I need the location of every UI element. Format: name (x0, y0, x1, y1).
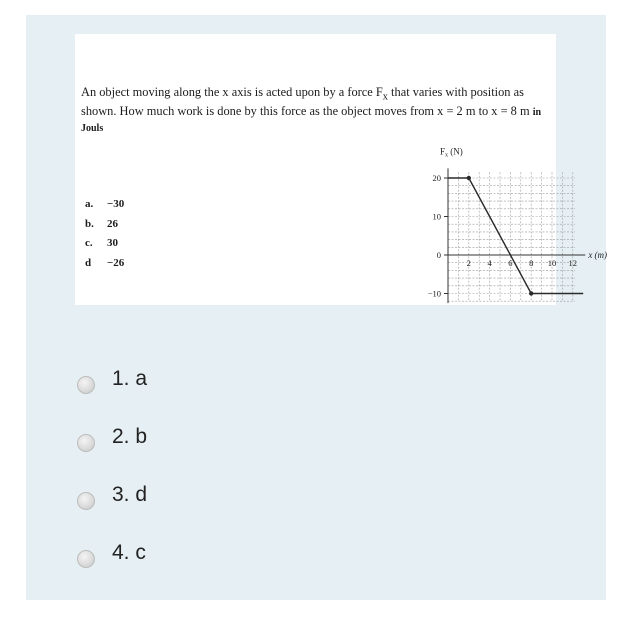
y-axis-label (440, 146, 463, 158)
radio-button[interactable] (77, 376, 95, 394)
x-tick-label: 4 (487, 258, 492, 268)
question-text-unit: in Jouls (81, 107, 542, 135)
series-line-fx (448, 178, 583, 294)
question-text-main: An object moving along the x axis is acted upon by a force F (81, 85, 383, 99)
x-tick-label: 12 (568, 258, 578, 268)
choice-letter: c. (85, 237, 93, 249)
question-text (81, 85, 551, 136)
choice-item (85, 215, 124, 235)
answer-option-label[interactable]: 4. c (112, 541, 146, 564)
question-card (75, 34, 608, 305)
choice-letter: d (85, 256, 92, 269)
radio-button[interactable] (77, 492, 95, 510)
data-point (467, 176, 471, 180)
answer-option-1[interactable] (76, 350, 147, 408)
y-tick-label: 10 (432, 211, 441, 222)
question-text-rest: that varies with position as shown. How much work is done by this force as the object moves from x = 2 m to x = 8 m (81, 85, 530, 119)
radio-button[interactable] (77, 434, 95, 452)
choice-item (85, 195, 124, 215)
answer-option-label[interactable]: 2. b (112, 425, 148, 448)
y-tick-label: −10 (427, 288, 441, 299)
y-axis-label-sub: x (445, 152, 449, 159)
choice-value: −30 (107, 198, 125, 210)
choice-item (85, 254, 124, 274)
answer-option-label[interactable]: 3. d (112, 483, 148, 506)
y-tick-label: 20 (432, 173, 441, 183)
x-tick-label: 8 (529, 258, 534, 268)
answer-option-2[interactable] (76, 408, 147, 466)
y-axis-label-unit: (N) (448, 146, 463, 157)
answer-option-4[interactable] (76, 524, 147, 582)
choice-value: 30 (107, 237, 118, 249)
choice-value: −26 (107, 256, 125, 269)
answer-option-3[interactable] (76, 466, 147, 524)
y-axis-label-main: F (440, 146, 446, 157)
data-point (529, 291, 533, 295)
choice-value: 26 (107, 217, 118, 230)
choice-letter: b. (85, 217, 94, 230)
x-tick-label: 2 (466, 258, 471, 268)
choice-item (85, 234, 124, 254)
answer-options (76, 350, 147, 582)
force-position-chart (337, 132, 608, 317)
x-tick-label: 10 (547, 258, 557, 268)
answer-choices (85, 195, 124, 273)
question-panel (26, 15, 606, 600)
x-tick-label: 6 (508, 258, 513, 268)
choice-letter: a. (85, 198, 94, 210)
y-tick-label: 0 (436, 250, 441, 260)
radio-button[interactable] (77, 550, 95, 568)
answer-option-label[interactable]: 1. a (112, 367, 148, 390)
question-text-subscript: x (382, 91, 388, 103)
x-axis-label: x (m) (588, 250, 608, 260)
